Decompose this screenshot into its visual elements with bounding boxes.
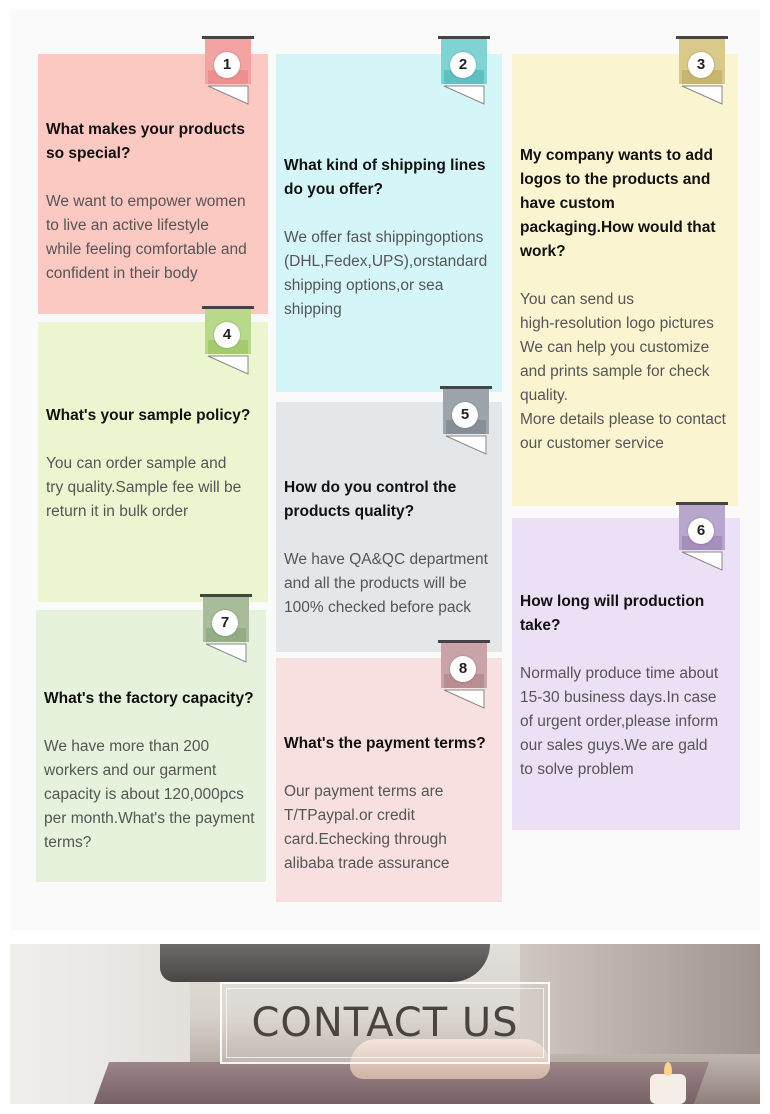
faq-answer: We want to empower women to live an active lifestyle while feeling comfortable and confident in their body: [46, 193, 247, 282]
faq-question: How do you control the products quality?: [284, 479, 457, 520]
faq-card-3: [512, 54, 738, 506]
faq-number-badge: 4: [214, 322, 240, 348]
banner-background-wall-right: [520, 944, 760, 1054]
candle-flame: [664, 1062, 672, 1076]
faq-question: What makes your products so special?: [46, 121, 245, 162]
faq-tab-7: [200, 592, 252, 664]
faq-number-badge: 6: [688, 518, 714, 544]
faq-tab-6: [676, 500, 728, 572]
faq-tab-4: [202, 304, 254, 376]
contact-us-label: CONTACT US: [251, 1000, 519, 1046]
faq-tab-1: [202, 34, 254, 106]
faq-question: What kind of shipping lines do you offer?: [284, 157, 486, 198]
faq-answer: Normally produce time about 15-30 business days.In case of urgent order,please inform our sales guys.We are gald to solve problem: [520, 665, 719, 778]
faq-tab-3: [676, 34, 728, 106]
faq-number-badge: 5: [452, 402, 478, 428]
faq-number-badge: 2: [450, 52, 476, 78]
faq-question: My company wants to add logos to the products and have custom packaging.How would that work?: [520, 147, 716, 260]
contact-us-button[interactable]: [220, 982, 550, 1064]
faq-number-badge: 1: [214, 52, 240, 78]
faq-number-badge: 3: [688, 52, 714, 78]
faq-question: What's the factory capacity?: [44, 690, 254, 707]
candle: [650, 1074, 686, 1104]
faq-board: [10, 10, 760, 930]
faq-question: What's your sample policy?: [46, 407, 251, 424]
faq-question: How long will production take?: [520, 593, 705, 634]
faq-answer: We offer fast shippingoptions (DHL,Fedex,UPS),orstandard shipping options,or sea shipping: [284, 229, 488, 318]
faq-number-badge: 8: [450, 656, 476, 682]
faq-answer: We have more than 200 workers and our garment capacity is about 120,000pcs per month.What's the payment terms?: [44, 738, 255, 851]
yoga-figure-leg: [160, 944, 490, 982]
faq-answer: You can order sample and try quality.Sample fee will be return it in bulk order: [46, 455, 242, 520]
contact-banner: [10, 944, 760, 1104]
faq-tab-2: [438, 34, 490, 106]
faq-tab-8: [438, 638, 490, 710]
faq-answer: You can send us high-resolution logo pictures We can help you customize and prints sample for check quality. More details please to contact our customer service: [520, 291, 726, 452]
faq-answer: We have QA&QC department and all the products will be 100% checked before pack: [284, 551, 488, 616]
faq-answer: Our payment terms are T/TPaypal.or credit card.Echecking through alibaba trade assurance: [284, 783, 450, 872]
faq-question: What's the payment terms?: [284, 735, 486, 752]
faq-tab-5: [440, 384, 492, 456]
faq-number-badge: 7: [212, 610, 238, 636]
